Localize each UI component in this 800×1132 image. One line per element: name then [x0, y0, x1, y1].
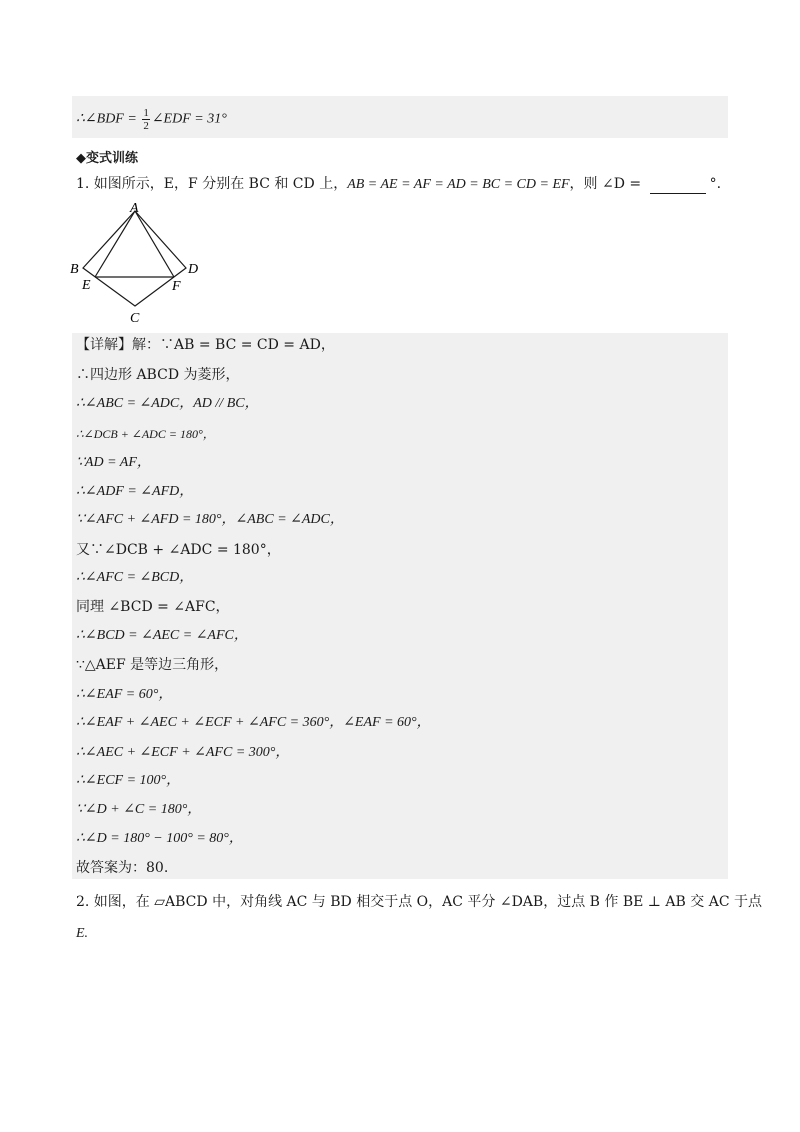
problem-1-intro: 1. 如图所示，E，F 分别在 BC 和 CD 上，	[76, 176, 348, 192]
solution-line: ∵AD = AF，	[76, 455, 151, 470]
solution-line: ∵∠AFC + ∠AFD = 180°，∠ABC = ∠ADC，	[76, 512, 344, 527]
quadrilateral-abcd	[83, 211, 186, 306]
solution-line: ∴∠BCD = ∠AEC = ∠AFC，	[76, 628, 248, 643]
label-c: C	[130, 311, 140, 325]
fraction	[142, 107, 150, 132]
solution-line: 又∵∠DCB + ∠ADC = 180°，	[76, 542, 281, 558]
label-a: A	[130, 201, 139, 216]
figure-lines	[83, 211, 186, 306]
solution-line: ∴∠EAF = 60°，	[76, 687, 173, 702]
solution-line: 【详解】解：∵AB = BC = CD = AD，	[76, 337, 335, 353]
solution-line: ∴∠AFC = ∠BCD，	[76, 570, 194, 585]
segment-ae	[95, 211, 135, 277]
solution-line: ∴∠ABC = ∠ADC，AD // BC，	[76, 396, 259, 411]
solution-line: ∴∠ADF = ∠AFD，	[76, 484, 194, 499]
section-title: ◆变式训练	[76, 151, 138, 166]
solution-line: ∴∠AEC + ∠ECF + ∠AFC = 300°，	[76, 745, 290, 760]
solution-line: ∴∠ECF = 100°，	[76, 773, 181, 788]
problem-1-question: ，则 ∠D =	[569, 176, 646, 192]
problem-2-line-2: E.	[76, 926, 89, 941]
top-solution-prefix: ∴∠BDF =	[76, 111, 141, 127]
label-d: D	[188, 262, 199, 277]
solution-line: ∴∠DCB + ∠ADC = 180°，	[76, 427, 215, 441]
problem-1-equation: AB = AE = AF = AD = BC = CD = EF	[347, 177, 570, 192]
label-f: F	[172, 279, 181, 294]
solution-line: ∴四边形 ABCD 为菱形，	[76, 367, 240, 383]
solution-line: ∵△AEF 是等边三角形，	[76, 657, 229, 673]
answer-blank	[650, 179, 706, 194]
label-e: E	[82, 278, 91, 293]
solution-answer: 故答案为：80.	[76, 860, 169, 876]
fraction-numerator: 1	[143, 107, 149, 119]
top-solution-line	[76, 107, 227, 132]
geometry-figure	[66, 200, 206, 325]
problem-2-line-1: 2. 如图，在 ▱ABCD 中，对角线 AC 与 BD 相交于点 O，AC 平分 ∠DAB，过点 B 作 BE ⊥ AB 交 AC 于点	[76, 894, 762, 910]
solution-line: ∴∠EAF + ∠AEC + ∠ECF + ∠AFC = 360°，∠EAF = 60°，	[76, 715, 431, 730]
solution-line: ∵∠D + ∠C = 180°，	[76, 802, 202, 817]
segment-af	[135, 211, 174, 277]
solution-line: ∴∠D = 180° − 100° = 80°，	[76, 831, 243, 846]
solution-line: 同理 ∠BCD = ∠AFC，	[76, 599, 230, 615]
label-b: B	[70, 262, 79, 277]
problem-1-text	[76, 175, 721, 194]
fraction-denominator: 2	[143, 120, 149, 132]
problem-1-unit: °.	[709, 176, 722, 192]
top-solution-suffix: ∠EDF = 31°	[151, 111, 227, 127]
